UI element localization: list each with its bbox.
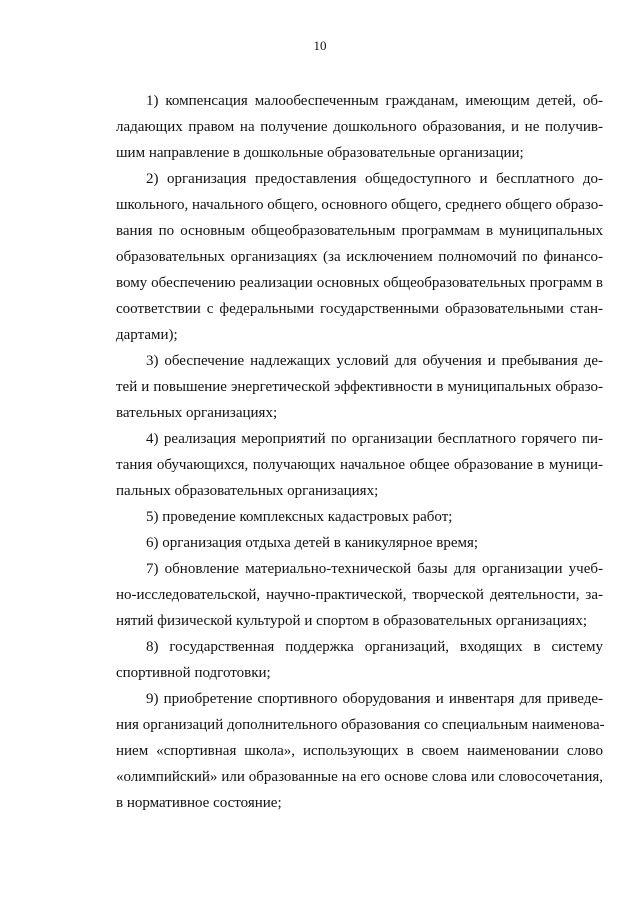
- item-1-line-3: шим направление в дошкольные образовательные организации;: [116, 145, 524, 161]
- item-3-line-2: тей и повышение энергетической эффективности в муниципальных образо-: [116, 379, 603, 395]
- item-4-line-1: 4) реализация мероприятий по организации бесплатного горячего пи-: [146, 431, 603, 447]
- item-6-line-1: 6) организация отдыха детей в каникулярное время;: [146, 535, 479, 551]
- item-1-line-2: ладающих правом на получение дошкольного образования, и не получив-: [116, 119, 603, 135]
- item-9-line-2: ния организаций дополнительного образования со специальным наименова-: [116, 717, 605, 733]
- item-3-line-3: вательных организациях;: [116, 405, 278, 421]
- page-number: 10: [313, 38, 327, 53]
- item-2-line-1: 2) организация предоставления общедоступного и бесплатного до-: [146, 171, 603, 187]
- item-9-line-5: в нормативное состояние;: [116, 795, 282, 811]
- item-7-line-3: нятий физической культурой и спортом в образовательных организациях;: [116, 613, 587, 629]
- item-8-line-2: спортивной подготовки;: [116, 665, 271, 681]
- item-9-line-1: 9) приобретение спортивного оборудования и инвентаря для приведе-: [146, 691, 603, 707]
- item-9-line-4: «олимпийский» или образованные на его основе слова или словосочетания,: [116, 769, 603, 785]
- item-4-line-2: тания обучающихся, получающих начальное общее образование в муници-: [116, 457, 603, 473]
- item-4-line-3: пальных образовательных организациях;: [116, 483, 379, 499]
- item-5-line-1: 5) проведение комплексных кадастровых работ;: [146, 509, 453, 525]
- item-3-line-1: 3) обеспечение надлежащих условий для обучения и пребывания де-: [146, 353, 603, 369]
- item-8-line-1: 8) государственная поддержка организаций, входящих в систему: [146, 639, 603, 655]
- item-2-line-6: соответствии с федеральными государственными образовательными стан-: [116, 301, 603, 317]
- item-9-line-3: нием «спортивная школа», использующих в своем наименовании слово: [116, 743, 603, 759]
- item-2-line-7: дартами);: [116, 327, 178, 343]
- item-2-line-4: образовательных организациях (за исключением полномочий по финансо-: [116, 249, 603, 265]
- item-7-line-1: 7) обновление материально-технической базы для организации учеб-: [146, 561, 603, 577]
- item-2-line-2: школьного, начального общего, основного общего, среднего общего образо-: [116, 197, 604, 213]
- item-7-line-2: но-исследовательской, научно-практической, творческой деятельности, за-: [116, 587, 603, 603]
- item-1-line-1: 1) компенсация малообеспеченным гражданам, имеющим детей, об-: [146, 93, 603, 109]
- item-2-line-5: вому обеспечению реализации основных общеобразовательных программ в: [116, 275, 603, 291]
- item-2-line-3: вания по основным общеобразовательным программам в муниципальных: [116, 223, 603, 239]
